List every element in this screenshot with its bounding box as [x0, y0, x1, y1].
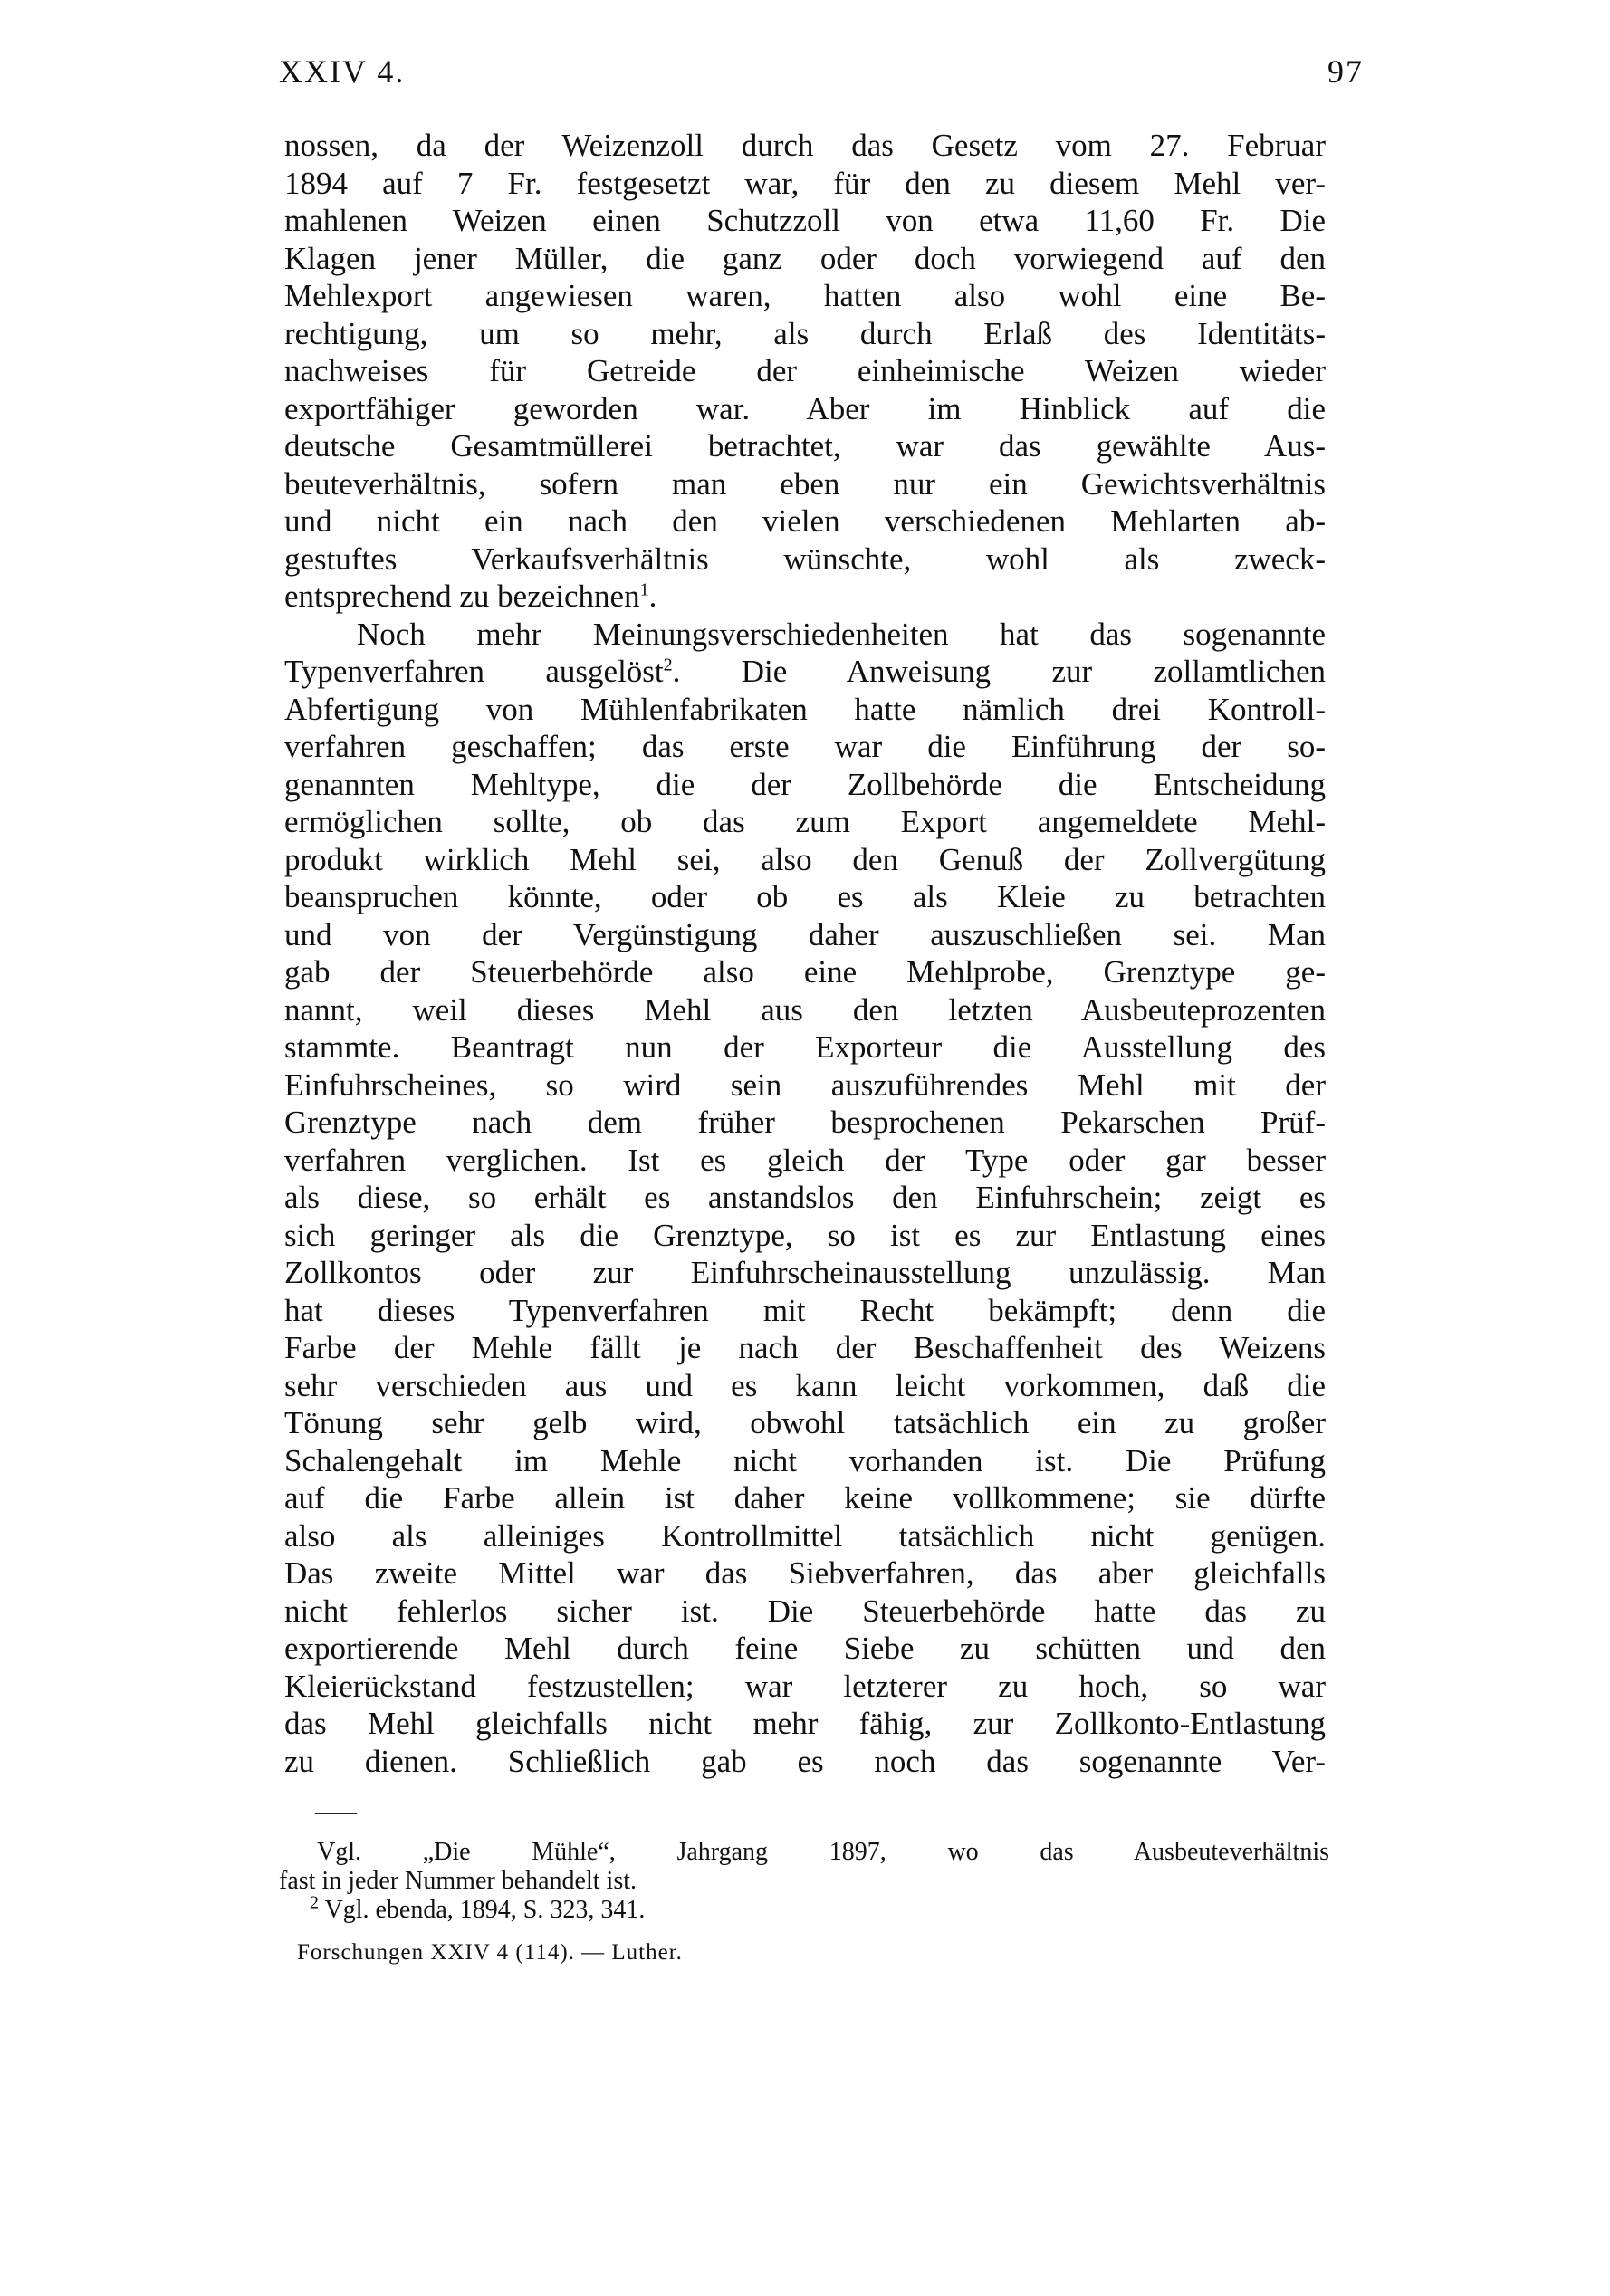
- text-line: [284, 427, 1326, 465]
- text-line-content: produkt wirklich Mehl sei, also den Genuß der Zollvergütung: [284, 841, 1326, 877]
- text-line: [284, 1329, 1326, 1367]
- text-line: [284, 1142, 1326, 1180]
- text-line-content: genannten Mehltype, die der Zollbehörde die Entscheidung: [284, 766, 1326, 802]
- text-line: [284, 578, 1326, 616]
- text-line-content: Kleierückstand festzustellen; war letzterer zu hoch, so war: [284, 1668, 1326, 1704]
- text-line: [284, 1479, 1326, 1517]
- text-line: [284, 541, 1326, 579]
- text-line: [284, 352, 1326, 390]
- text-line: [284, 1404, 1326, 1442]
- text-line: [284, 390, 1326, 428]
- text-line: [284, 916, 1326, 954]
- text-line: [284, 1217, 1326, 1255]
- text-line: [284, 1254, 1326, 1292]
- text-line-content: stammte. Beantragt nun der Exporteur die Ausstellung des: [284, 1029, 1326, 1065]
- text-line: [284, 1555, 1326, 1593]
- text-line: [284, 1028, 1326, 1067]
- page-number: 97: [1327, 53, 1364, 90]
- text-line: [284, 1705, 1326, 1743]
- text-line-content: 1894 auf 7 Fr. festgesetzt war, für den zu diesem Mehl ver-: [284, 165, 1326, 201]
- text-line-content: exportierende Mehl durch feine Siebe zu schütten und den: [284, 1631, 1326, 1666]
- text-line: [284, 1367, 1326, 1405]
- text-line: [284, 1517, 1326, 1555]
- footnote-2: [279, 1892, 1329, 1925]
- text-line: [284, 127, 1326, 165]
- text-line-content: Farbe der Mehle fällt je nach der Beschaffenheit des Weizens: [284, 1330, 1326, 1365]
- text-line-content: Einfuhrscheines, so wird sein auszuführendes Mehl mit der: [284, 1067, 1326, 1103]
- text-line-content: nossen, da der Weizenzoll durch das Gesetz vom 27. Februar: [284, 128, 1326, 163]
- text-line-content: und nicht ein nach den vielen verschiedenen Mehlarten ab-: [284, 503, 1326, 539]
- footnote-2-mark: 2: [310, 1892, 319, 1913]
- text-line: [284, 165, 1326, 203]
- text-line: [284, 1067, 1326, 1105]
- text-line: [284, 766, 1326, 804]
- text-line-content: als diese, so erhält es anstandslos den Einfuhrschein; zeigt es: [284, 1180, 1326, 1215]
- text-line: [284, 803, 1326, 841]
- text-line: [284, 953, 1326, 991]
- printer-signature: Forschungen XXIV 4 (114). — Luther.: [297, 1940, 683, 1965]
- text-line-content: Schalengehalt im Mehle nicht vorhanden ist. Die Prüfung: [284, 1442, 1326, 1478]
- text-line-content: nicht fehlerlos sicher ist. Die Steuerbehörde hatte das zu: [284, 1593, 1326, 1629]
- text-line: [284, 1743, 1326, 1781]
- text-line: [284, 1630, 1326, 1668]
- running-header: XXIV 4.: [279, 53, 406, 90]
- text-line: [284, 1104, 1326, 1142]
- text-line: [284, 728, 1326, 766]
- text-line-content: verfahren geschaffen; das erste war die Einführung der so-: [284, 729, 1326, 764]
- text-line: [284, 616, 1326, 654]
- text-line-content: sich geringer als die Grenztype, so ist es zur Entlastung eines: [284, 1217, 1326, 1253]
- text-line-rest: . Die Anweisung zur zollamtlichen: [672, 654, 1326, 689]
- text-line-content: Abfertigung von Mühlenfabrikaten hatte nämlich drei Kontroll-: [284, 691, 1326, 727]
- footnote-ref-1: 1: [639, 579, 649, 600]
- text-line: [284, 1179, 1326, 1217]
- text-line-content: beanspruchen könnte, oder ob es als Kleie zu betrachten: [284, 879, 1326, 914]
- text-line: [284, 202, 1326, 240]
- text-line: [284, 315, 1326, 353]
- text-line: [284, 878, 1326, 916]
- footnote-2-text: Vgl. ebenda, 1894, S. 323, 341.: [324, 1896, 646, 1924]
- text-line-content: gab der Steuerbehörde also eine Mehlprobe, Grenztype ge-: [284, 954, 1326, 990]
- text-line-content: Noch mehr Meinungsverschiedenheiten hat das sogenannte: [357, 616, 1326, 652]
- footnote-ref-2: 2: [663, 655, 673, 675]
- text-line-content: Tönung sehr gelb wird, obwohl tatsächlich ein zu großer: [284, 1405, 1326, 1440]
- text-line-content: exportfähiger geworden war. Aber im Hinblick auf die: [284, 390, 1326, 426]
- text-line: [284, 1292, 1326, 1330]
- text-line-content: also als alleiniges Kontrollmittel tatsächlich nicht genügen.: [284, 1517, 1326, 1554]
- text-line: [284, 691, 1326, 729]
- footnotes: [279, 1838, 1329, 1925]
- text-line: [284, 465, 1326, 503]
- text-line-content: gestuftes Verkaufsverhältnis wünschte, wohl als zweck-: [284, 541, 1326, 577]
- text-line: [284, 240, 1326, 278]
- text-line-content: zu dienen. Schließlich gab es noch das sogenannte Ver-: [284, 1743, 1326, 1779]
- text-line-content: Typenverfahren ausgelöst: [284, 654, 664, 689]
- text-line-content: hat dieses Typenverfahren mit Recht bekämpft; denn die: [284, 1292, 1326, 1328]
- text-line-content: Grenztype nach dem früher besprochenen Pekarschen Prüf-: [284, 1105, 1326, 1140]
- text-line-content: nachweises für Getreide der einheimische Weizen wieder: [284, 353, 1326, 388]
- text-line-content: verfahren verglichen. Ist es gleich der Type oder gar besser: [284, 1142, 1326, 1178]
- text-line-content: sehr verschieden aus und es kann leicht vorkommen, daß die: [284, 1367, 1326, 1403]
- text-line-content: und von der Vergünstigung daher auszuschließen sei. Man: [284, 916, 1326, 952]
- footnote-1-line-2: fast in jeder Nummer behandelt ist.: [279, 1867, 637, 1895]
- footnote-1-line-1: Vgl. „Die Mühle“, Jahrgang 1897, wo das Ausbeuteverhältnis: [317, 1838, 1329, 1866]
- text-line-content: ermöglichen sollte, ob das zum Export angemeldete Mehl-: [284, 804, 1326, 839]
- text-line-content: deutsche Gesamtmüllerei betrachtet, war das gewählte Aus-: [284, 428, 1326, 464]
- text-line: [284, 991, 1326, 1029]
- footnote-rule: [315, 1813, 357, 1814]
- text-line-content: Zollkontos oder zur Einfuhrscheinausstellung unzulässig. Man: [284, 1255, 1326, 1290]
- text-line-content: mahlenen Weizen einen Schutzzoll von etwa 11,60 Fr. Die: [284, 203, 1326, 238]
- text-line-content: Das zweite Mittel war das Siebverfahren, das aber gleichfalls: [284, 1555, 1326, 1591]
- text-line-content: auf die Farbe allein ist daher keine vollkommene; sie dürfte: [284, 1480, 1326, 1516]
- text-line: [284, 653, 1326, 691]
- text-line-content: das Mehl gleichfalls nicht mehr fähig, zur Zollkonto-Entlastung: [284, 1706, 1326, 1741]
- text-line: [284, 502, 1326, 541]
- body-text: [284, 127, 1326, 1780]
- period: .: [648, 579, 657, 614]
- text-line-content: nannt, weil dieses Mehl aus den letzten Ausbeuteprozenten: [284, 991, 1326, 1028]
- text-line-content: rechtigung, um so mehr, als durch Erlaß des Identitäts-: [284, 315, 1326, 351]
- text-line-content: Mehlexport angewiesen waren, hatten also wohl eine Be-: [284, 278, 1326, 313]
- text-line-content: Klagen jener Müller, die ganz oder doch vorwiegend auf den: [284, 240, 1326, 276]
- text-line: [284, 841, 1326, 879]
- text-line: [284, 1442, 1326, 1480]
- text-line-content: beuteverhältnis, sofern man eben nur ein Gewichtsverhältnis: [284, 465, 1326, 502]
- text-line: [284, 277, 1326, 315]
- text-line: [284, 1668, 1326, 1706]
- text-line-content: entsprechend zu bezeichnen: [284, 579, 640, 614]
- text-line: [284, 1593, 1326, 1631]
